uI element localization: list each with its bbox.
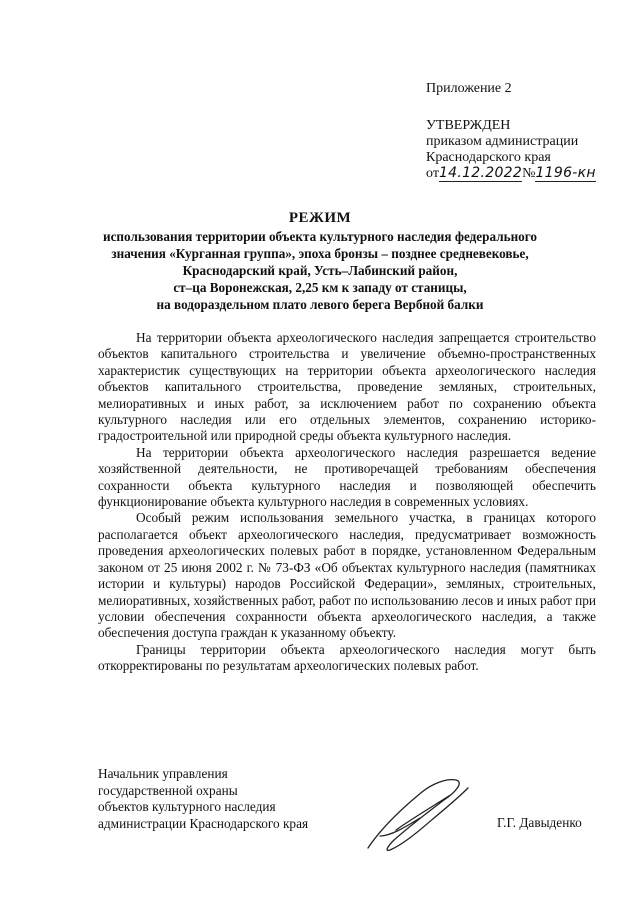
approved-line-2: Краснодарского края (426, 150, 551, 165)
signatory-line: объектов культурного наследия (98, 799, 276, 814)
handwritten-signature (360, 770, 480, 860)
body-paragraph: На территории объекта археологического наследия запрещается строительство объектов капитального строительства и увеличение объемно-пространственных характеристик существующих на территории объекта археологического наследия объектов капитального строительства, проведение земляных, строительных, мелиоративных и иных работ, за исключением работ по сохранению объекта культурного наследия или его отдельных элементов, сохранению историко-градостроительной или природной среды объекта культурного наследия. (98, 330, 596, 444)
document-body (98, 330, 596, 675)
body-paragraph: На территории объекта археологического наследия разрешается ведение хозяйственной деятельности, не противоречащей требованиям обеспечения сохранности объекта культурного наследия и позволяющей обеспечить функционирование объекта культурного наследия в современных условиях. (98, 444, 596, 510)
signatory-line: администрации Краснодарского края (98, 815, 309, 831)
appendix-label: Приложение 2 (426, 81, 512, 96)
title-line: значения «Курганная группа», эпоха бронзы – позднее средневековье, (111, 246, 529, 261)
order-date-line (426, 166, 596, 182)
order-number: 1196-кн (535, 165, 596, 181)
title-line: Краснодарский край, Усть–Лабинский район, (182, 263, 458, 278)
body-paragraph: Особый режим использования земельного участка, в границах которого располагается объект археологического наследия, предусматривает возможность проведения археологических полевых работ в порядке, установленном Федеральным законом от 25 июня 2002 г. № 73-ФЗ «Об объектах культурного наследия (памятниках истории и культуры) народов Российской Федерации», земляных, строительных, мелиоративных, хозяйственных работ, работ по использованию лесов и иных работ при условии обеспечения сохранности объекта археологического наследия, а также обеспечения доступа граждан к указанному объекту. (98, 510, 596, 641)
document-title (60, 208, 580, 313)
order-date: 14.12.2022 (438, 165, 523, 181)
signatory-position (98, 766, 308, 832)
title-line: использования территории объекта культурного наследия федерального (102, 229, 538, 244)
signatory-line: Начальник управления (98, 766, 228, 781)
approved-title: УТВЕРЖДЕН (426, 118, 511, 133)
body-paragraph: Границы территории объекта археологического наследия могут быть откорректированы по результатам археологических полевых работ. (98, 641, 596, 674)
approval-block (426, 118, 596, 182)
number-sign: № (522, 166, 536, 181)
title-line: на водораздельном плато левого берега Вербной балки (156, 297, 484, 312)
signatory-name: Г.Г. Давыденко (497, 815, 582, 830)
signatory-line: государственной охраны (98, 782, 238, 798)
date-prefix: от (426, 166, 439, 181)
title-line: ст–ца Воронежская, 2,25 км к западу от станицы, (173, 280, 467, 295)
approved-line-1: приказом администрации (426, 134, 579, 149)
title-heading: РЕЖИМ (288, 210, 352, 226)
